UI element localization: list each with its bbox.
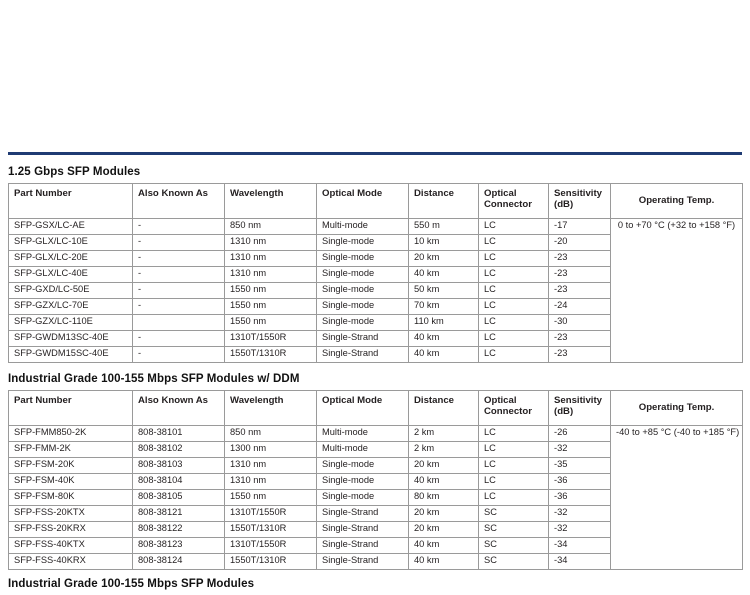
cell-also-known-as: - [133, 219, 225, 235]
cell-also-known-as: - [133, 283, 225, 299]
cell-distance: 20 km [409, 458, 479, 474]
cell-distance: 80 km [409, 490, 479, 506]
cell-also-known-as: - [133, 299, 225, 315]
cell-optical-mode: Single-mode [317, 474, 409, 490]
cell-optical-connector: LC [479, 267, 549, 283]
cell-also-known-as: 808-38102 [133, 442, 225, 458]
col-distance: Distance [409, 184, 479, 219]
cell-also-known-as: - [133, 267, 225, 283]
cell-optical-mode: Single-mode [317, 490, 409, 506]
section-industrial-100-155-ddm [8, 373, 742, 570]
cell-wavelength: 1550 nm [225, 490, 317, 506]
cell-optical-connector: SC [479, 506, 549, 522]
cell-wavelength: 1310 nm [225, 235, 317, 251]
cell-distance: 40 km [409, 538, 479, 554]
cell-optical-connector: LC [479, 426, 549, 442]
spec-table [8, 183, 743, 363]
cell-part-number: SFP-FSM-20K [9, 458, 133, 474]
cell-optical-connector: LC [479, 315, 549, 331]
cell-wavelength: 1310 nm [225, 251, 317, 267]
cell-distance: 2 km [409, 426, 479, 442]
cell-optical-mode: Multi-mode [317, 219, 409, 235]
cell-wavelength: 1550 nm [225, 283, 317, 299]
cell-sensitivity: -36 [549, 490, 611, 506]
cell-optical-mode: Single-mode [317, 315, 409, 331]
cell-wavelength: 1550 nm [225, 299, 317, 315]
col-part-number: Part Number [9, 391, 133, 426]
cell-also-known-as: - [133, 235, 225, 251]
cell-part-number: SFP-FSM-80K [9, 490, 133, 506]
cell-optical-mode: Single-mode [317, 267, 409, 283]
cell-distance: 40 km [409, 474, 479, 490]
cell-operating-temp: 0 to +70 °C (+32 to +158 °F) [611, 219, 743, 363]
table-row [9, 219, 743, 235]
table-header-row [9, 184, 743, 219]
cell-also-known-as: 808-38123 [133, 538, 225, 554]
cell-part-number: SFP-GZX/LC-110E [9, 315, 133, 331]
cell-part-number: SFP-GLX/LC-10E [9, 235, 133, 251]
cell-wavelength: 1550T/1310R [225, 554, 317, 570]
cell-part-number: SFP-GSX/LC-AE [9, 219, 133, 235]
cell-optical-mode: Multi-mode [317, 442, 409, 458]
cell-optical-connector: SC [479, 538, 549, 554]
cell-sensitivity: -30 [549, 315, 611, 331]
cell-sensitivity: -23 [549, 251, 611, 267]
cell-sensitivity: -32 [549, 506, 611, 522]
cell-sensitivity: -34 [549, 554, 611, 570]
col-optical-mode: Optical Mode [317, 391, 409, 426]
cell-distance: 50 km [409, 283, 479, 299]
cell-distance: 10 km [409, 235, 479, 251]
cell-optical-mode: Single-mode [317, 235, 409, 251]
col-operating-temp: Operating Temp. [611, 391, 743, 426]
cell-optical-mode: Single-Strand [317, 331, 409, 347]
section-1-25-gbps-sfp-modules [8, 166, 742, 363]
cell-part-number: SFP-FSM-40K [9, 474, 133, 490]
section-title: Industrial Grade 100-155 Mbps SFP Modules w/ DDM [8, 373, 300, 385]
cell-optical-mode: Single-mode [317, 458, 409, 474]
cell-wavelength: 1310T/1550R [225, 538, 317, 554]
cell-also-known-as: 808-38124 [133, 554, 225, 570]
cell-part-number: SFP-GXD/LC-50E [9, 283, 133, 299]
cell-optical-connector: LC [479, 442, 549, 458]
cell-also-known-as: 808-38121 [133, 506, 225, 522]
cell-optical-connector: LC [479, 458, 549, 474]
cell-distance: 2 km [409, 442, 479, 458]
cell-also-known-as: 808-38101 [133, 426, 225, 442]
col-optical-mode: Optical Mode [317, 184, 409, 219]
cell-distance: 20 km [409, 506, 479, 522]
cell-optical-mode: Single-Strand [317, 347, 409, 363]
cell-distance: 40 km [409, 267, 479, 283]
cell-distance: 40 km [409, 347, 479, 363]
cell-also-known-as: - [133, 347, 225, 363]
col-optical-connector: Optical Connector [479, 391, 549, 426]
cell-distance: 20 km [409, 522, 479, 538]
col-optical-connector: Optical Connector [479, 184, 549, 219]
col-operating-temp: Operating Temp. [611, 184, 743, 219]
cell-sensitivity: -23 [549, 267, 611, 283]
cell-optical-mode: Single-Strand [317, 538, 409, 554]
section-title: Industrial Grade 100-155 Mbps SFP Modules [8, 578, 255, 590]
cell-wavelength: 1300 nm [225, 442, 317, 458]
cell-optical-connector: LC [479, 331, 549, 347]
col-distance: Distance [409, 391, 479, 426]
cell-distance: 40 km [409, 554, 479, 570]
cell-distance: 110 km [409, 315, 479, 331]
cell-sensitivity: -17 [549, 219, 611, 235]
cell-wavelength: 1310 nm [225, 474, 317, 490]
cell-sensitivity: -20 [549, 235, 611, 251]
cell-part-number: SFP-FMM-2K [9, 442, 133, 458]
cell-optical-connector: LC [479, 474, 549, 490]
col-sensitivity: Sensitivity (dB) [549, 391, 611, 426]
cell-optical-mode: Single-Strand [317, 506, 409, 522]
cell-distance: 70 km [409, 299, 479, 315]
cell-optical-mode: Multi-mode [317, 426, 409, 442]
cell-sensitivity: -26 [549, 426, 611, 442]
cell-distance: 40 km [409, 331, 479, 347]
cell-part-number: SFP-FSS-20KRX [9, 522, 133, 538]
col-also-known-as: Also Known As [133, 391, 225, 426]
cell-wavelength: 1310 nm [225, 458, 317, 474]
table-header-row [9, 391, 743, 426]
cell-sensitivity: -23 [549, 283, 611, 299]
cell-part-number: SFP-GWDM15SC-40E [9, 347, 133, 363]
cell-wavelength: 850 nm [225, 426, 317, 442]
cell-sensitivity: -35 [549, 458, 611, 474]
cell-also-known-as: 808-38104 [133, 474, 225, 490]
cell-also-known-as: - [133, 331, 225, 347]
cell-part-number: SFP-FSS-40KTX [9, 538, 133, 554]
cell-optical-mode: Single-Strand [317, 554, 409, 570]
cell-sensitivity: -23 [549, 331, 611, 347]
cell-distance: 20 km [409, 251, 479, 267]
col-part-number: Part Number [9, 184, 133, 219]
section-title: 1.25 Gbps SFP Modules [8, 166, 141, 178]
col-wavelength: Wavelength [225, 184, 317, 219]
cell-optical-mode: Single-mode [317, 283, 409, 299]
cell-optical-connector: LC [479, 219, 549, 235]
cell-operating-temp: -40 to +85 °C (-40 to +185 °F) [611, 426, 743, 570]
cell-optical-connector: LC [479, 251, 549, 267]
cell-part-number: SFP-FSS-20KTX [9, 506, 133, 522]
cell-optical-mode: Single-mode [317, 299, 409, 315]
section-industrial-100-155 [8, 578, 742, 595]
cell-part-number: SFP-GLX/LC-40E [9, 267, 133, 283]
cell-wavelength: 1550T/1310R [225, 347, 317, 363]
cell-wavelength: 1550 nm [225, 315, 317, 331]
cell-also-known-as: 808-38122 [133, 522, 225, 538]
col-wavelength: Wavelength [225, 391, 317, 426]
cell-sensitivity: -32 [549, 442, 611, 458]
cell-optical-connector: LC [479, 490, 549, 506]
col-also-known-as: Also Known As [133, 184, 225, 219]
cell-optical-connector: LC [479, 347, 549, 363]
cell-sensitivity: -32 [549, 522, 611, 538]
cell-part-number: SFP-GWDM13SC-40E [9, 331, 133, 347]
cell-also-known-as: 808-38103 [133, 458, 225, 474]
cell-wavelength: 1310T/1550R [225, 506, 317, 522]
cell-part-number: SFP-FSS-40KRX [9, 554, 133, 570]
spec-table [8, 390, 743, 570]
header-divider-rule [8, 152, 742, 155]
col-sensitivity: Sensitivity (dB) [549, 184, 611, 219]
cell-wavelength: 1310T/1550R [225, 331, 317, 347]
cell-optical-connector: SC [479, 522, 549, 538]
cell-also-known-as [133, 315, 225, 331]
cell-part-number: SFP-FMM850-2K [9, 426, 133, 442]
cell-optical-mode: Single-Strand [317, 522, 409, 538]
cell-also-known-as: - [133, 251, 225, 267]
cell-sensitivity: -34 [549, 538, 611, 554]
cell-also-known-as: 808-38105 [133, 490, 225, 506]
cell-wavelength: 1310 nm [225, 267, 317, 283]
cell-optical-connector: LC [479, 283, 549, 299]
cell-optical-mode: Single-mode [317, 251, 409, 267]
cell-wavelength: 850 nm [225, 219, 317, 235]
cell-wavelength: 1550T/1310R [225, 522, 317, 538]
cell-optical-connector: LC [479, 235, 549, 251]
cell-sensitivity: -24 [549, 299, 611, 315]
cell-part-number: SFP-GZX/LC-70E [9, 299, 133, 315]
table-row [9, 426, 743, 442]
cell-sensitivity: -23 [549, 347, 611, 363]
cell-part-number: SFP-GLX/LC-20E [9, 251, 133, 267]
cell-optical-connector: LC [479, 299, 549, 315]
cell-sensitivity: -36 [549, 474, 611, 490]
cell-distance: 550 m [409, 219, 479, 235]
cell-optical-connector: SC [479, 554, 549, 570]
